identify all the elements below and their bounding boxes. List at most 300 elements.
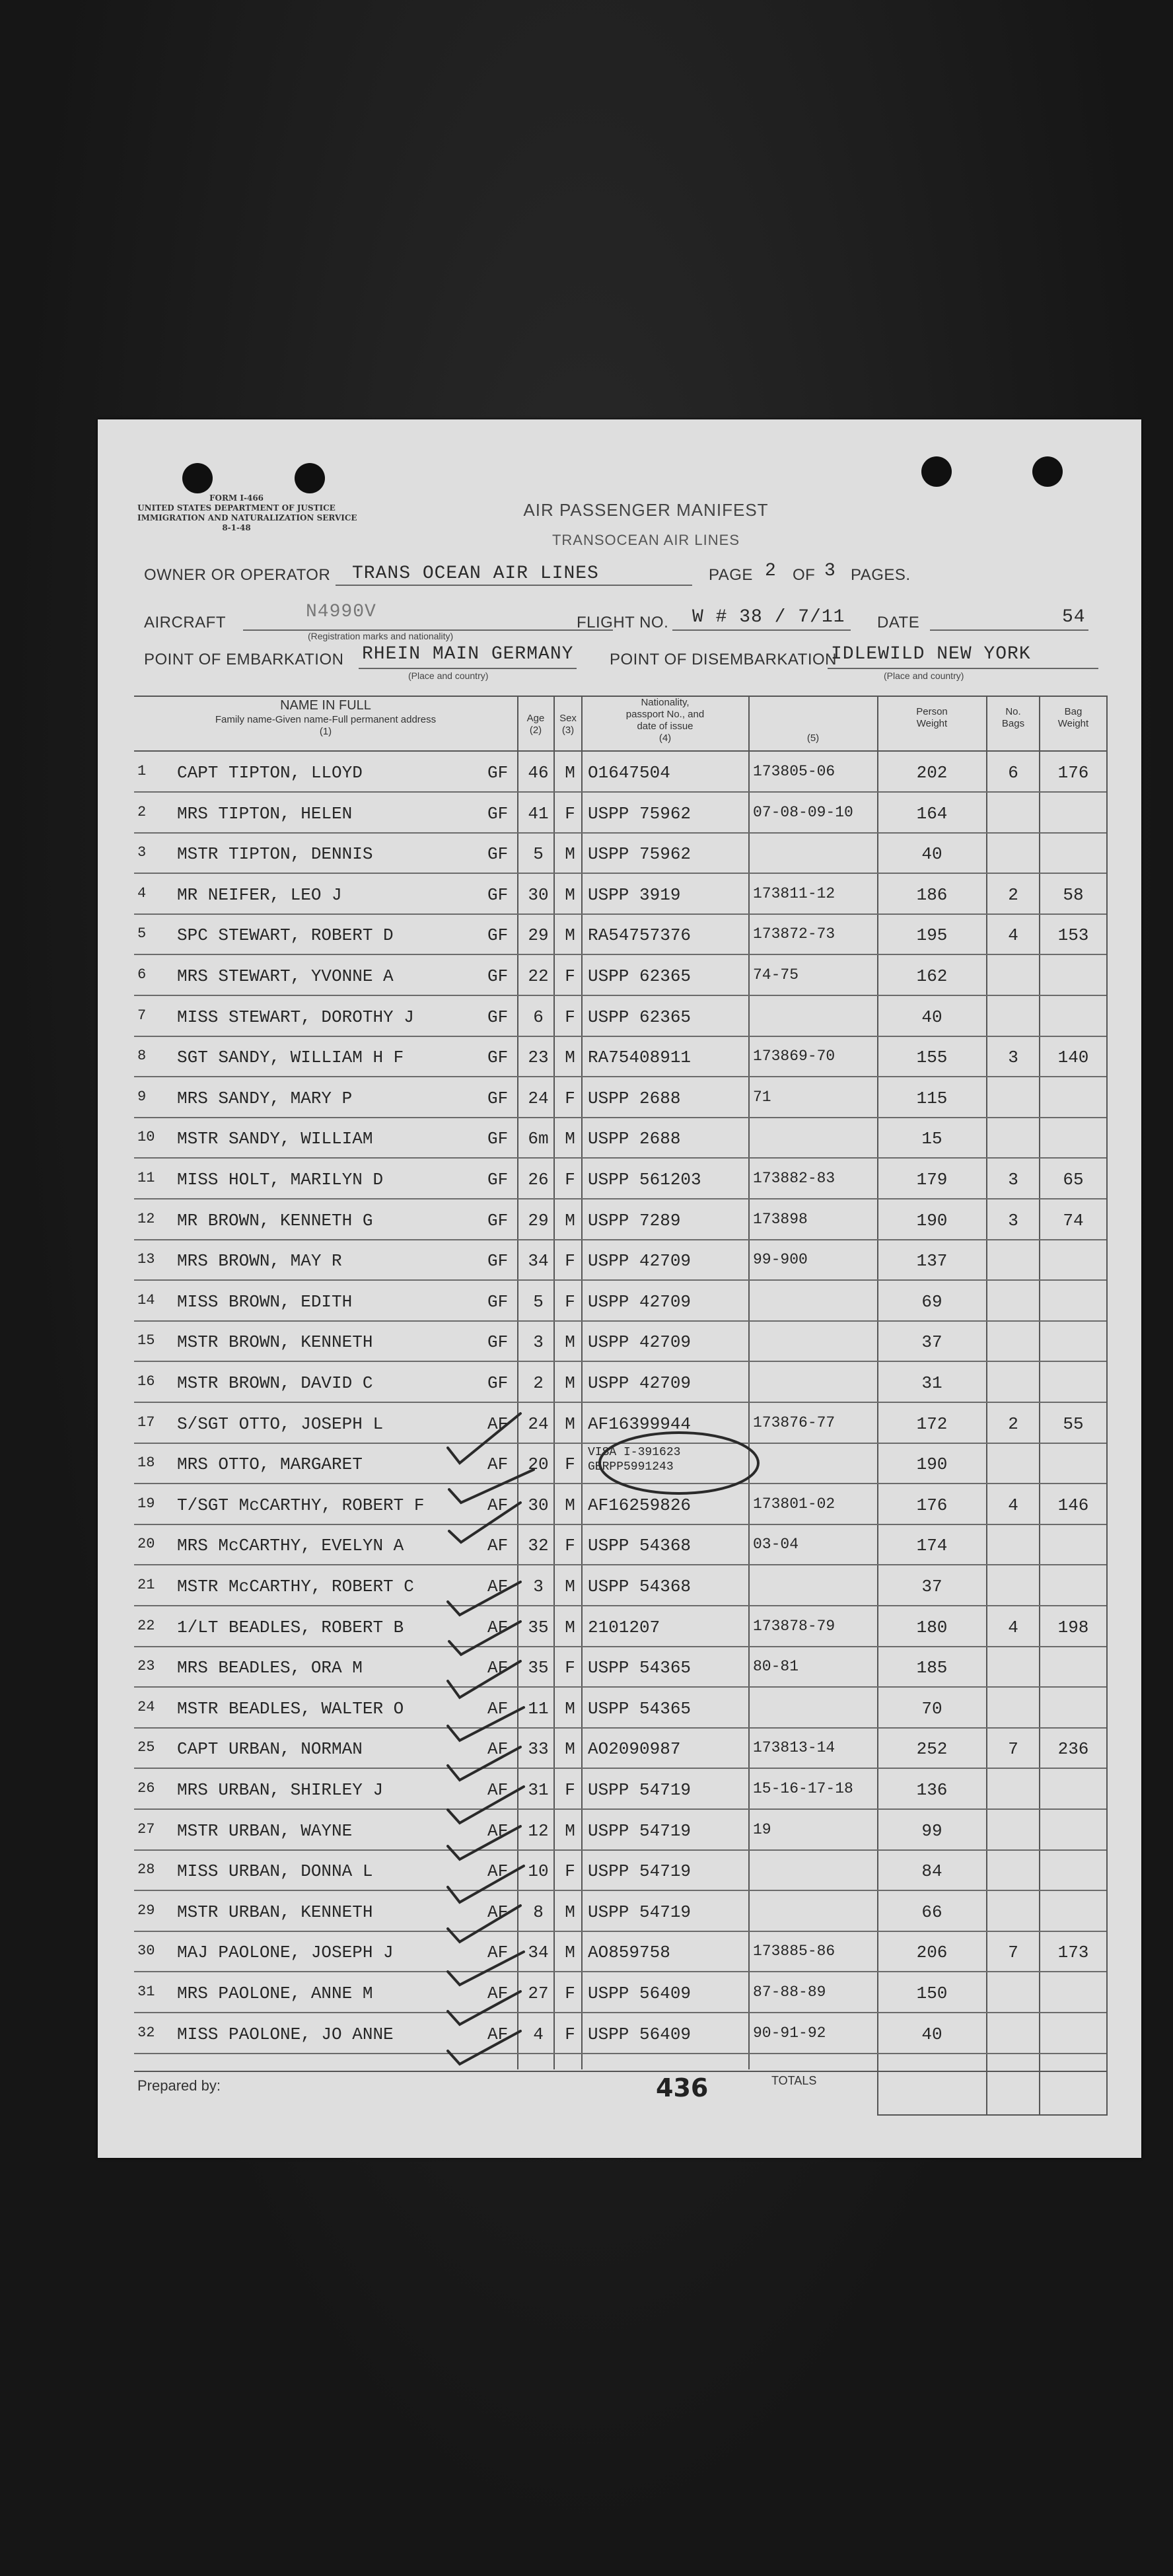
group-code: GF [487, 1007, 509, 1027]
row-number: 3 [137, 844, 147, 861]
sex-value: F [565, 1780, 575, 1800]
sex-value: M [565, 884, 575, 905]
row-number: 21 [137, 1577, 155, 1593]
group-code: AF [487, 1454, 509, 1475]
table-row [98, 1322, 1141, 1362]
person-weight: 84 [921, 1861, 942, 1882]
bag-weight: 146 [1057, 1495, 1089, 1515]
owner-label: OWNER OR OPERATOR [144, 566, 331, 584]
group-code: GF [487, 925, 509, 946]
name-colnum: (1) [319, 726, 332, 737]
age-value: 46 [528, 763, 549, 783]
bag-count: 2 [1008, 884, 1018, 905]
page-number: 436 [656, 2073, 709, 2102]
table-row [98, 1240, 1141, 1281]
ticket-value: 71 [753, 1088, 771, 1106]
bag-weight: 55 [1063, 1413, 1084, 1434]
bag-count: 2 [1008, 1413, 1018, 1434]
passenger-name: S/SGT OTTO, JOSEPH L [177, 1413, 384, 1434]
passport-value: USPP 56409 [588, 1984, 692, 2003]
table-row [98, 1281, 1141, 1322]
passport-value: USPP 54368 [588, 1536, 692, 1556]
passenger-name: MISS STEWART, DOROTHY J [177, 1007, 414, 1027]
row-number: 5 [137, 925, 147, 943]
table-row [98, 997, 1141, 1037]
row-number: 25 [137, 1739, 155, 1756]
group-code: GF [487, 1373, 509, 1393]
ticket-value: 173801-02 [753, 1495, 835, 1513]
person-weight: 174 [916, 1536, 948, 1556]
passenger-name: SPC STEWART, ROBERT D [177, 925, 394, 946]
row-rule [134, 2053, 1106, 2054]
group-code: GF [487, 1210, 509, 1231]
person-weight: 70 [921, 1698, 942, 1719]
passenger-name: MRS BROWN, MAY R [177, 1251, 342, 1271]
age-value: 3 [533, 1577, 544, 1596]
group-code: AF [487, 1820, 509, 1841]
passport-colnum: (4) [658, 733, 672, 744]
ticket-value: 87-88-89 [753, 1984, 826, 2001]
bag-count: 3 [1008, 1210, 1018, 1231]
passenger-name: MISS HOLT, MARILYN D [177, 1170, 384, 1190]
passport-value: USPP 2688 [588, 1129, 681, 1149]
age-value: 24 [528, 1413, 549, 1434]
passport-value: AO2090987 [588, 1739, 681, 1760]
weight-column-header [878, 706, 985, 730]
sex-value: M [565, 763, 575, 783]
bag-weight: 236 [1057, 1739, 1089, 1760]
passport-value: USPP 3919 [588, 884, 681, 905]
ticket-value: 173872-73 [753, 925, 835, 943]
passenger-name: MR NEIFER, LEO J [177, 884, 342, 905]
group-code: AF [487, 1739, 509, 1760]
owner-value: TRANS OCEAN AIR LINES [352, 563, 599, 584]
person-weight: 155 [916, 1048, 948, 1068]
group-code: GF [487, 1048, 509, 1068]
sex-value: M [565, 1943, 575, 1963]
group-code: AF [487, 1984, 509, 2003]
bags-title-1: No. [1005, 706, 1021, 717]
age-value: 35 [528, 1658, 549, 1678]
row-number: 22 [137, 1617, 155, 1634]
passport-value: USPP 54365 [588, 1658, 692, 1678]
row-number: 4 [137, 884, 147, 902]
sex-value: M [565, 1577, 575, 1596]
bag-count: 4 [1008, 1495, 1018, 1515]
person-weight: 190 [916, 1454, 948, 1475]
age-value: 30 [528, 1495, 549, 1515]
age-value: 2 [533, 1373, 544, 1393]
age-value: 12 [528, 1820, 549, 1841]
passenger-name: MAJ PAOLONE, JOSEPH J [177, 1943, 394, 1963]
table-row [98, 1159, 1141, 1199]
col5-header: (5) [806, 733, 820, 744]
flight-value: W # 38 / 7/11 [692, 607, 845, 627]
passenger-name: MRS McCARTHY, EVELYN A [177, 1536, 404, 1556]
passenger-name: MSTR URBAN, KENNETH [177, 1902, 373, 1922]
sex-title: Sex [559, 713, 577, 724]
bags-column-header [987, 706, 1039, 730]
passport-value: USPP 62365 [588, 1007, 692, 1027]
row-number: 8 [137, 1048, 147, 1065]
owner-underline [336, 585, 692, 586]
row-number: 26 [137, 1780, 155, 1797]
person-weight: 15 [921, 1129, 942, 1149]
airline-subtitle: TRANSOCEAN AIR LINES [551, 532, 740, 548]
group-code: GF [487, 844, 509, 865]
row-number: 17 [137, 1413, 155, 1431]
age-value: 6 [533, 1007, 544, 1027]
weight-title-1: Person [916, 706, 948, 717]
sex-value: M [565, 1413, 575, 1434]
passport-value: USPP 7289 [588, 1210, 681, 1231]
table-row [98, 1607, 1141, 1647]
age-colnum: (2) [529, 725, 542, 736]
passport-title-3: date of issue [637, 721, 693, 732]
totals-label: TOTALS [771, 2074, 817, 2087]
ticket-value: 173882-83 [753, 1170, 835, 1187]
bag-count: 7 [1008, 1739, 1018, 1760]
form-number: FORM I-466 [209, 493, 264, 503]
table-row [98, 1566, 1141, 1606]
sex-value: F [565, 966, 575, 986]
group-code: AF [487, 1902, 509, 1922]
passport-value: USPP 42709 [588, 1373, 692, 1393]
sex-value: M [565, 1698, 575, 1719]
passport-value: AF16399944 [588, 1413, 692, 1434]
date-underline [930, 629, 1088, 631]
of-label: OF [793, 566, 816, 584]
person-weight: 162 [916, 966, 948, 986]
passenger-name: MRS TIPTON, HELEN [177, 803, 353, 824]
age-value: 5 [533, 844, 544, 865]
row-number: 20 [137, 1536, 155, 1553]
sex-value: F [565, 1170, 575, 1190]
age-value: 4 [533, 2024, 544, 2044]
sex-value: M [565, 1048, 575, 1068]
passport-value: RA75408911 [588, 1048, 692, 1068]
passport-value: USPP 54719 [588, 1780, 692, 1800]
sex-value: F [565, 1088, 575, 1108]
totals-rule [134, 2071, 1106, 2072]
age-value: 33 [528, 1739, 549, 1760]
form-identifier [137, 493, 357, 533]
bag-weight: 74 [1063, 1210, 1084, 1231]
flight-label: FLIGHT NO. [577, 614, 669, 631]
person-weight: 179 [916, 1170, 948, 1190]
sex-value: M [565, 1332, 575, 1353]
embark-value: RHEIN MAIN GERMANY [362, 644, 574, 664]
table-row [98, 2014, 1141, 2054]
age-value: 11 [528, 1698, 549, 1719]
person-weight: 40 [921, 2024, 942, 2044]
person-weight: 137 [916, 1251, 948, 1271]
age-value: 26 [528, 1170, 549, 1190]
table-row [98, 1729, 1141, 1769]
age-value: 31 [528, 1780, 549, 1800]
sex-value: F [565, 1007, 575, 1027]
ticket-value: 99-900 [753, 1251, 808, 1269]
bag-weight: 198 [1057, 1617, 1089, 1637]
row-number: 2 [137, 803, 147, 820]
sex-value: F [565, 1454, 575, 1475]
bag-weight: 153 [1057, 925, 1089, 946]
sex-colnum: (3) [561, 725, 575, 736]
person-weight: 66 [921, 1902, 942, 1922]
disembark-caption: (Place and country) [884, 670, 964, 681]
bag-count: 6 [1008, 763, 1018, 783]
group-code: AF [487, 1861, 509, 1882]
bag-weight: 140 [1057, 1048, 1089, 1068]
embark-underline [359, 668, 577, 669]
totals-bottom-rule [877, 2114, 1106, 2116]
person-weight: 180 [916, 1617, 948, 1637]
passenger-name: MSTR BROWN, DAVID C [177, 1373, 373, 1393]
bag-count: 3 [1008, 1048, 1018, 1068]
age-value: 29 [528, 1210, 549, 1231]
sex-value: F [565, 2024, 575, 2044]
row-number: 12 [137, 1210, 155, 1227]
table-row [98, 1444, 1141, 1484]
age-value: 30 [528, 884, 549, 905]
group-code: AF [487, 1943, 509, 1963]
person-weight: 37 [921, 1332, 942, 1353]
table-row [98, 793, 1141, 834]
bagweight-column-header [1040, 706, 1106, 730]
passport-value: USPP 42709 [588, 1291, 692, 1312]
sex-value: M [565, 1739, 575, 1760]
sex-value: F [565, 1251, 575, 1271]
row-number: 29 [137, 1902, 155, 1919]
table-row [98, 1200, 1141, 1240]
passenger-name: MRS SANDY, MARY P [177, 1088, 353, 1108]
passenger-name: MSTR McCARTHY, ROBERT C [177, 1577, 414, 1596]
ticket-value: 80-81 [753, 1658, 799, 1676]
ticket-value: 173885-86 [753, 1943, 835, 1960]
table-row [98, 834, 1141, 874]
page-label: PAGE [709, 566, 753, 584]
passenger-name: MRS OTTO, MARGARET [177, 1454, 363, 1475]
passenger-name: MISS PAOLONE, JO ANNE [177, 2024, 394, 2044]
disembark-underline [828, 668, 1098, 669]
date-value: 54 [1062, 607, 1086, 627]
sex-value: F [565, 1658, 575, 1678]
group-code: GF [487, 966, 509, 986]
passenger-name: MRS BEADLES, ORA M [177, 1658, 363, 1678]
age-value: 8 [533, 1902, 544, 1922]
person-weight: 186 [916, 884, 948, 905]
group-code: GF [487, 803, 509, 824]
manifest-title: AIR PASSENGER MANIFEST [523, 500, 769, 520]
table-row [98, 1525, 1141, 1565]
ticket-value: 173811-12 [753, 884, 835, 902]
table-row [98, 1810, 1141, 1851]
ticket-value: 03-04 [753, 1536, 799, 1554]
group-code: GF [487, 1088, 509, 1108]
embark-caption: (Place and country) [408, 670, 489, 681]
bagweight-title-1: Bag [1064, 706, 1083, 717]
passport-value: USPP 54368 [588, 1577, 692, 1596]
group-code: AF [487, 1617, 509, 1637]
of-value: 3 [824, 561, 836, 581]
person-weight: 252 [916, 1739, 948, 1760]
age-value: 3 [533, 1332, 544, 1353]
disembark-label: POINT OF DISEMBARKATION [610, 651, 837, 668]
sex-value: F [565, 1861, 575, 1882]
group-code: GF [487, 1129, 509, 1149]
group-code: AF [487, 1495, 509, 1515]
page-value: 2 [765, 561, 777, 581]
passenger-name: MR BROWN, KENNETH G [177, 1210, 373, 1231]
passport-value: VISA I-391623 GERPP5991243 [588, 1446, 681, 1474]
person-weight: 176 [916, 1495, 948, 1515]
form-date: 8-1-48 [222, 523, 251, 532]
passport-value: USPP 75962 [588, 803, 692, 824]
ticket-value: 173876-77 [753, 1413, 835, 1431]
passport-value: RA54757376 [588, 925, 692, 946]
ticket-value: 74-75 [753, 966, 799, 984]
group-code: GF [487, 1251, 509, 1271]
person-weight: 69 [921, 1291, 942, 1312]
person-weight: 40 [921, 844, 942, 865]
department-line: UNITED STATES DEPARTMENT OF JUSTICE [137, 503, 336, 513]
row-number: 11 [137, 1170, 155, 1186]
aircraft-label: AIRCRAFT [144, 614, 226, 631]
person-weight: 136 [916, 1780, 948, 1800]
row-number: 27 [137, 1820, 155, 1838]
person-weight: 40 [921, 1007, 942, 1027]
passport-value: USPP 54719 [588, 1861, 692, 1882]
ticket-value: 173878-79 [753, 1617, 835, 1635]
flight-underline [672, 629, 851, 631]
bagweight-title-2: Weight [1057, 718, 1089, 729]
group-code: AF [487, 1577, 509, 1596]
sex-value: M [565, 1129, 575, 1149]
person-weight: 164 [916, 803, 948, 824]
age-column-header [518, 713, 553, 736]
passport-value: AF16259826 [588, 1495, 692, 1515]
sex-value: M [565, 1820, 575, 1841]
group-code: AF [487, 1536, 509, 1556]
person-weight: 172 [916, 1413, 948, 1434]
age-value: 29 [528, 925, 549, 946]
age-value: 27 [528, 1984, 549, 2003]
aircraft-value: N4990V [306, 602, 376, 622]
age-value: 23 [528, 1048, 549, 1068]
sex-value: M [565, 844, 575, 865]
manifest-document [98, 419, 1141, 2158]
age-value: 24 [528, 1088, 549, 1108]
row-number: 30 [137, 1943, 155, 1960]
age-value: 22 [528, 966, 549, 986]
group-code: GF [487, 1332, 509, 1353]
service-line: IMMIGRATION AND NATURALIZATION SERVICE [137, 513, 357, 522]
person-weight: 206 [916, 1943, 948, 1963]
punch-hole [295, 463, 325, 493]
person-weight: 31 [921, 1373, 942, 1393]
row-number: 6 [137, 966, 147, 983]
name-title: NAME IN FULL [280, 698, 371, 713]
person-weight: 115 [916, 1088, 948, 1108]
passenger-name: MSTR TIPTON, DENNIS [177, 844, 373, 865]
passport-value: USPP 561203 [588, 1170, 701, 1190]
passport-column-header [583, 697, 748, 744]
bag-count: 7 [1008, 1943, 1018, 1963]
person-weight: 202 [916, 763, 948, 783]
bag-weight: 176 [1057, 763, 1089, 783]
table-row [98, 1688, 1141, 1729]
age-value: 34 [528, 1251, 549, 1271]
table-header-rule [134, 750, 1106, 752]
table-row [98, 915, 1141, 955]
person-weight: 185 [916, 1658, 948, 1678]
punch-hole [921, 456, 952, 487]
passport-value: USPP 42709 [588, 1332, 692, 1353]
group-code: AF [487, 1698, 509, 1719]
group-code: GF [487, 884, 509, 905]
passport-value: O1647504 [588, 763, 670, 783]
row-number: 15 [137, 1332, 155, 1349]
passport-value: USPP 54719 [588, 1820, 692, 1841]
passport-value: 2101207 [588, 1617, 660, 1637]
table-row [98, 1363, 1141, 1403]
group-code: AF [487, 2024, 509, 2044]
group-code: AF [487, 1780, 509, 1800]
passenger-name: 1/LT BEADLES, ROBERT B [177, 1617, 404, 1637]
passenger-name: T/SGT McCARTHY, ROBERT F [177, 1495, 425, 1515]
passport-title-2: passport No., and [625, 709, 705, 720]
person-weight: 195 [916, 925, 948, 946]
row-number: 24 [137, 1698, 155, 1715]
passenger-name: MRS PAOLONE, ANNE M [177, 1984, 373, 2003]
ticket-value: 07-08-09-10 [753, 803, 853, 821]
table-row [98, 1485, 1141, 1525]
passport-value: USPP 54365 [588, 1698, 692, 1719]
sex-column-header [555, 713, 581, 736]
row-number: 9 [137, 1088, 147, 1105]
bag-weight: 65 [1063, 1170, 1084, 1190]
row-number: 13 [137, 1251, 155, 1268]
table-row [98, 1647, 1141, 1688]
sex-value: M [565, 1902, 575, 1922]
table-row [98, 1932, 1141, 1972]
ticket-value: 19 [753, 1820, 771, 1838]
table-row [98, 752, 1141, 793]
passenger-name: CAPT TIPTON, LLOYD [177, 763, 363, 783]
group-code: GF [487, 763, 509, 783]
prepared-by-label: Prepared by: [137, 2077, 221, 2094]
ticket-value: 173898 [753, 1210, 808, 1228]
passenger-name: MSTR BROWN, KENNETH [177, 1332, 373, 1353]
passenger-name: MISS URBAN, DONNA L [177, 1861, 373, 1882]
row-number: 16 [137, 1373, 155, 1390]
passport-value: USPP 75962 [588, 844, 692, 865]
age-title: Age [526, 713, 545, 724]
pages-label: PAGES. [851, 566, 911, 584]
passenger-name: MSTR URBAN, WAYNE [177, 1820, 353, 1841]
passport-title-1: Nationality, [641, 697, 690, 708]
sex-value: F [565, 803, 575, 824]
table-row [98, 875, 1141, 915]
sex-value: M [565, 1373, 575, 1393]
group-code: GF [487, 1291, 509, 1312]
bag-weight: 58 [1063, 884, 1084, 905]
sex-value: F [565, 1536, 575, 1556]
table-row [98, 1892, 1141, 1932]
punch-hole [182, 463, 213, 493]
passenger-name: MISS BROWN, EDITH [177, 1291, 353, 1312]
group-code: AF [487, 1658, 509, 1678]
